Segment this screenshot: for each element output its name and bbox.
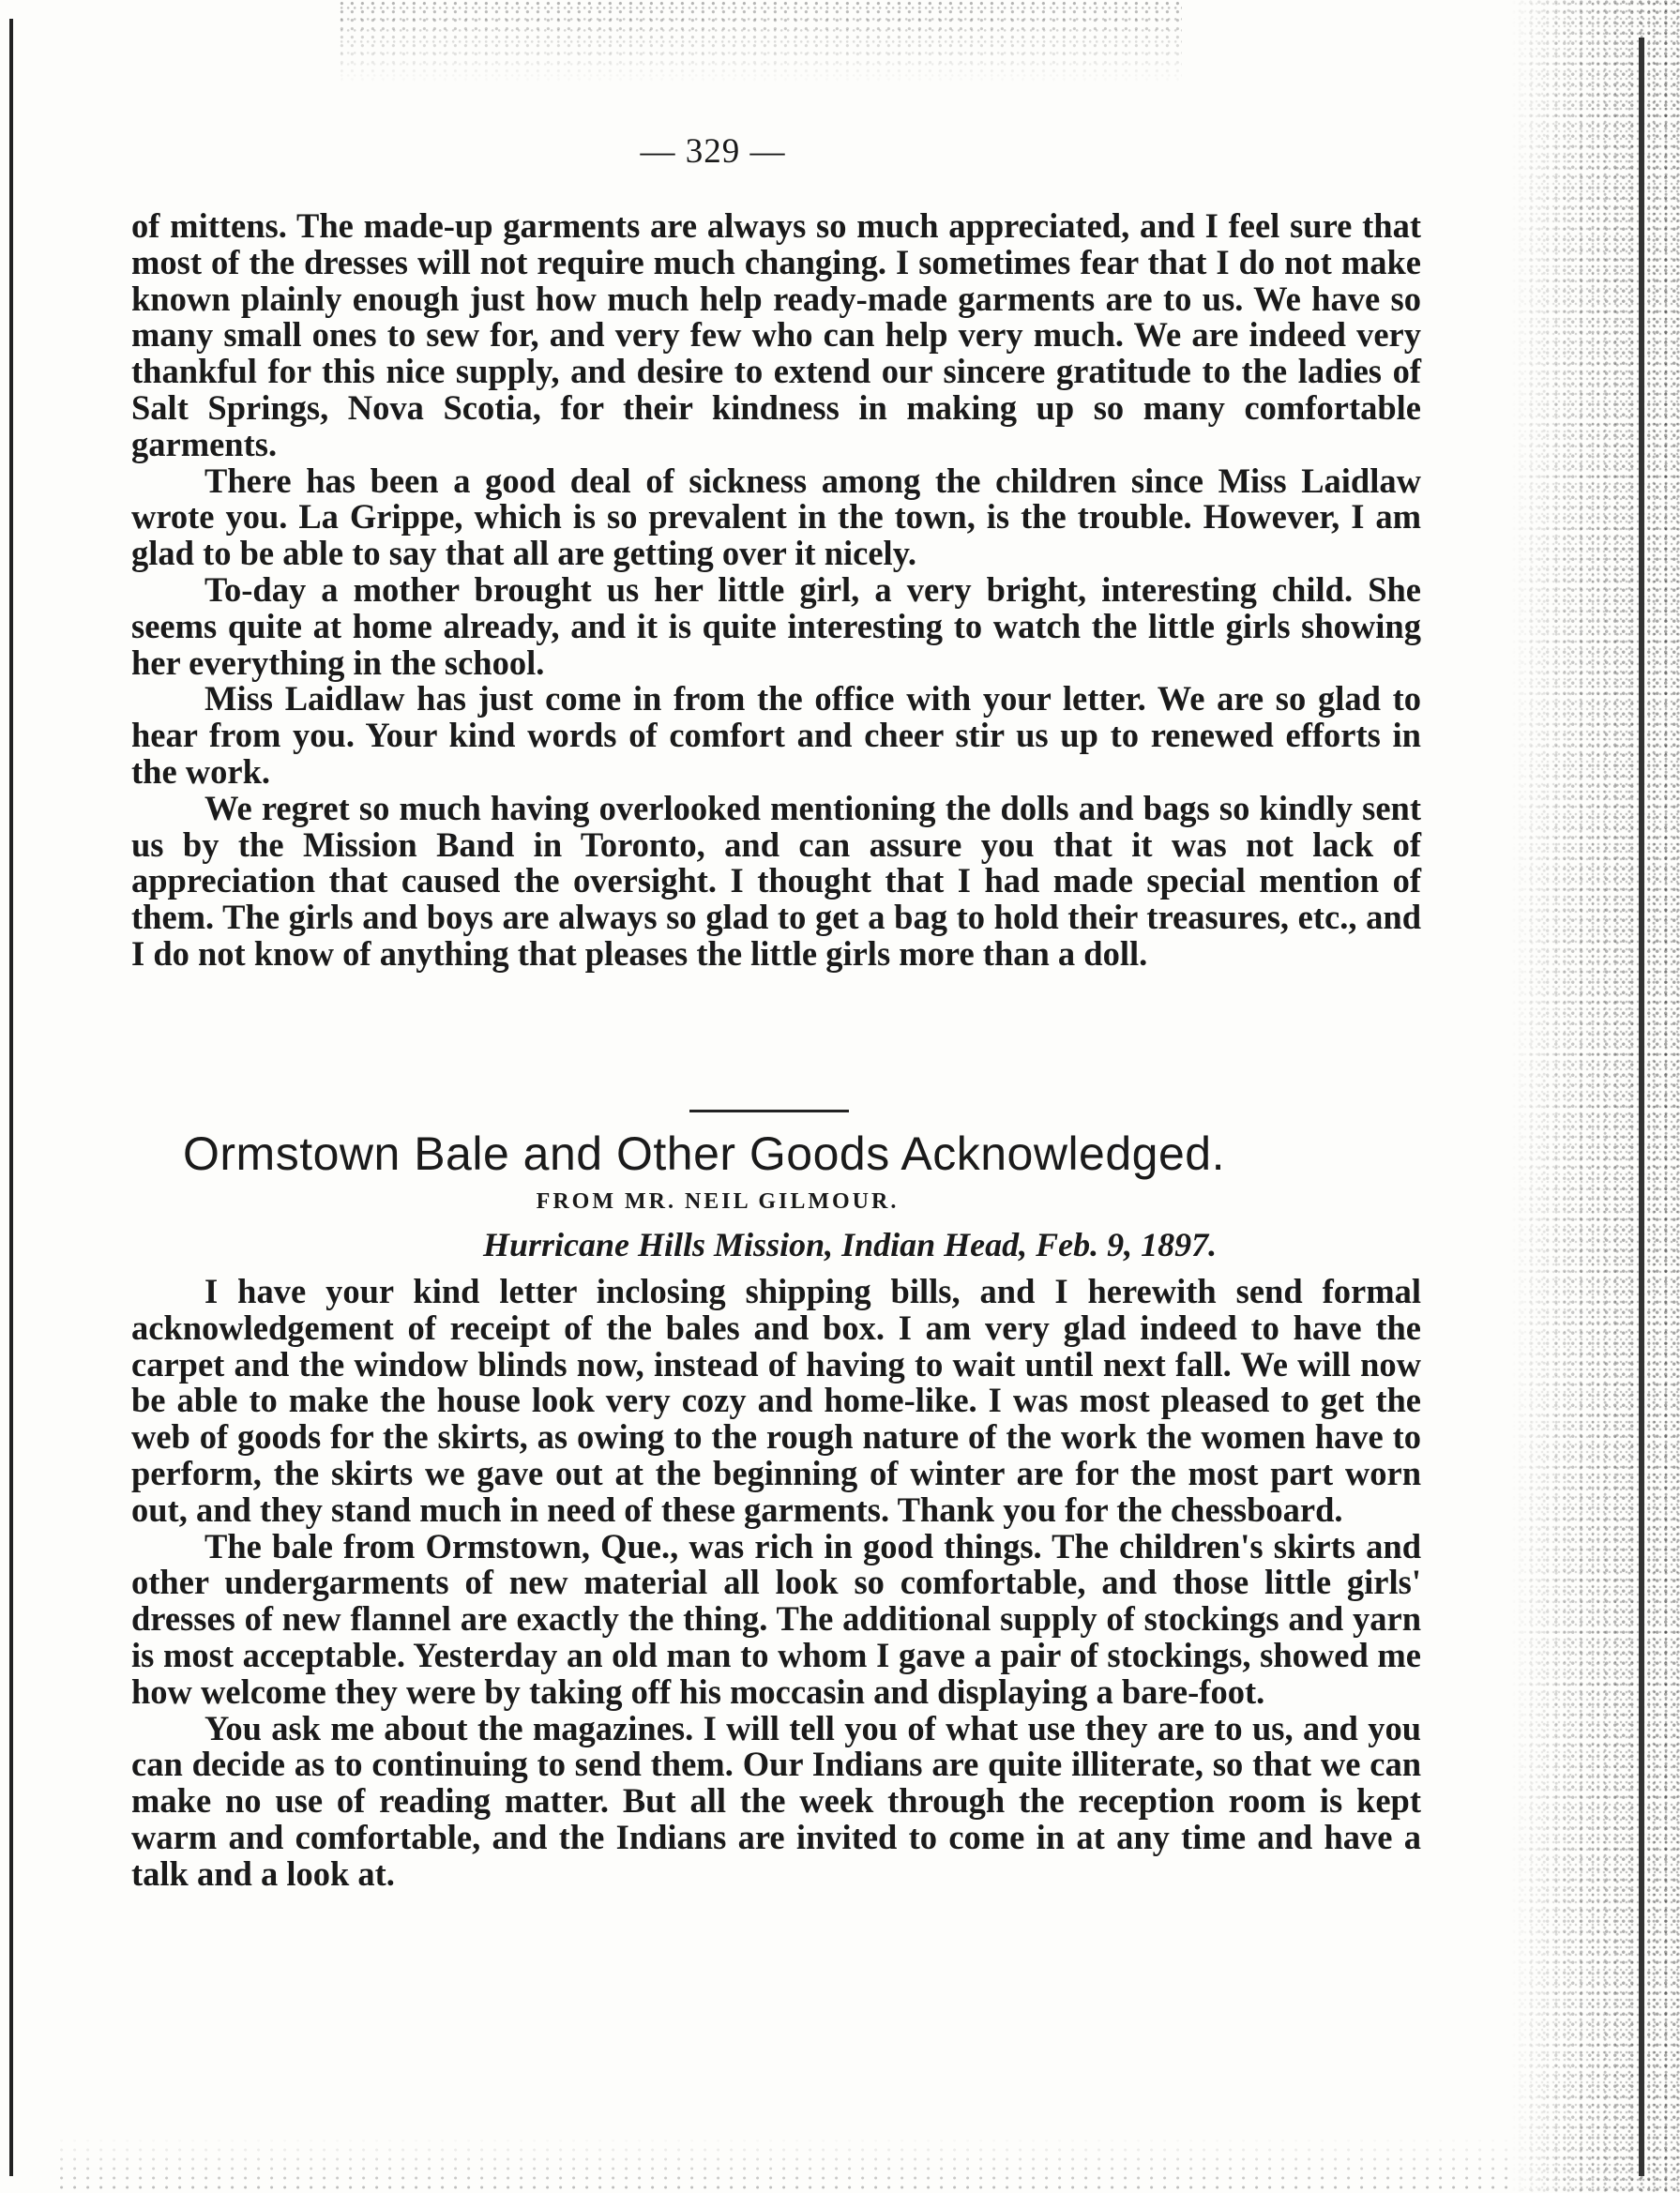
paragraph: The bale from Ormstown, Que., was rich in good things. The children's skirts and other undergarments of new material all look so comfortable, and those little girls' dresses of new flannel are exactly the thing. The additional supply of stockings and yarn is most acceptable. Yesterday an old man to whom I gave a pair of stockings, showed me how welcome they were by taking off his moccasin and displaying a bare-foot. <box>131 1526 1421 1711</box>
byline: FROM MR. NEIL GILMOUR. <box>536 1189 900 1214</box>
paragraph: There has been a good deal of sickness among the children since Miss Laidlaw wrote you. La Grippe, which is so prevalent in the town, is the trouble. However, I am glad to be able to say that all are getting over it nicely. <box>131 461 1421 573</box>
paragraph: of mittens. The made-up garments are always so much appreciated, and I feel sure that most of the dresses will not require much changing. I sometimes fear that I do not make known plainly enough just how much help ready-made garments are to us. We have so many small ones to sew for, and very few who can help very much. We are indeed very thankful for this nice supply, and desire to extend our sincere gratitude to the ladies of Salt Springs, Nova Scotia, for their kindness in making up so many comfortable garments. <box>131 206 1421 463</box>
scan-noise-right-edge <box>1511 0 1680 2193</box>
paragraph: I have your kind letter inclosing shipping bills, and I herewith send formal acknowledgement of receipt of the bales and box. I am very glad indeed to have the carpet and the window blinds now, instead of having to wait until next fall. We will now be able to make the house look very cozy and home-like. I was most pleased to get the web of goods for the skirts, as owing to the rough nature of the work the women have to perform, the skirts we gave out at the beginning of winter are for the most part worn out, and they stand much in need of these garments. Thank you for the chessboard. <box>131 1272 1421 1529</box>
dateline: Hurricane Hills Mission, Indian Head, Feb. 9, 1897. <box>483 1226 1218 1263</box>
section-heading: Ormstown Bale and Other Goods Acknowledged. <box>183 1127 1225 1180</box>
paragraph: To-day a mother brought us her little girl, a very bright, interesting child. She seems quite at home already, and it is quite interesting to watch the little girls showing her everything in the school. <box>131 569 1421 682</box>
top-text-block <box>131 208 1421 973</box>
scan-edge-shadow <box>1639 38 1644 2176</box>
paragraph: You ask me about the magazines. I will tell you of what use they are to us, and you can decide as to continuing to send them. Our Indians are quite illiterate, so that we can make no use of reading matter. But all the week through the reception room is kept warm and comfortable, and the Indians are invited to come in at any time and have a talk and a look at. <box>131 1708 1421 1893</box>
bottom-text-block <box>131 1274 1421 1893</box>
paragraph: We regret so much having overlooked mentioning the dolls and bags so kindly sent us by the Mission Band in Toronto, and can assure you that it was not lack of appreciation that caused the oversight. I thought that I had made special mention of them. The girls and boys are always so glad to get a bag to hold their treasures, etc., and I do not know of anything that pleases the little girls more than a doll. <box>131 788 1421 973</box>
page-number: — 329 — <box>640 132 786 171</box>
scan-noise-top <box>338 0 1182 84</box>
binding-rule <box>9 19 13 2176</box>
scan-noise-bottom <box>56 2137 1510 2193</box>
paragraph: Miss Laidlaw has just come in from the office with your letter. We are so glad to hear from you. Your kind words of comfort and cheer stir us up to renewed efforts in the work. <box>131 679 1421 791</box>
section-divider <box>689 1110 849 1112</box>
